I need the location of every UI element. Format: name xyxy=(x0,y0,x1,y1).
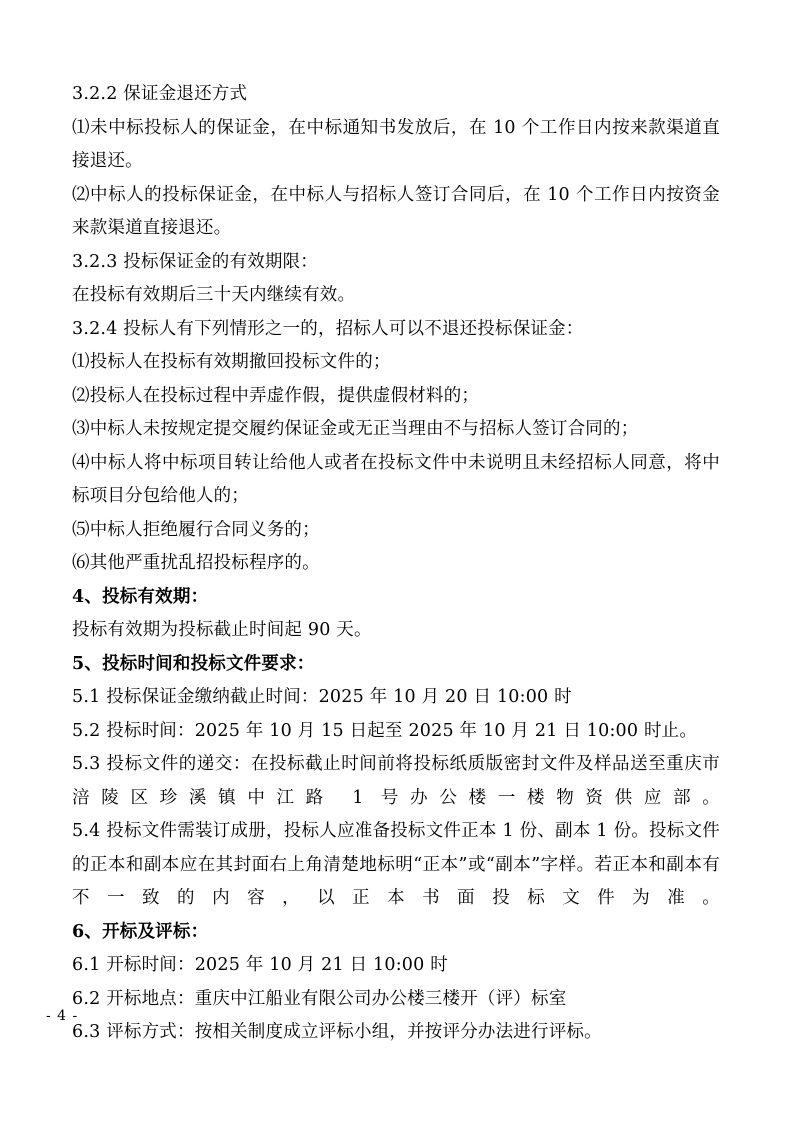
paragraph: ⑷中标人将中标项目转让给他人或者在投标文件中未说明且未经招标人同意，将中标项目分包给他人的； xyxy=(72,452,720,506)
page-number: - 4 - xyxy=(46,1008,79,1024)
section-heading: 4、投标有效期： xyxy=(72,586,209,607)
paragraph: ⑸中标人拒绝履行合同义务的； xyxy=(72,519,320,540)
section-heading: 5、投标时间和投标文件要求： xyxy=(72,653,315,674)
document-body xyxy=(72,78,720,1050)
paragraph: 投标有效期为投标截止时间起 90 天。 xyxy=(72,620,372,640)
section-heading: 6、开标及评标： xyxy=(72,921,209,942)
paragraph: ⑶中标人未按规定提交履约保证金或无正当理由不与招标人签订合同的； xyxy=(72,419,639,439)
paragraph: 6.1 开标时间：2025 年 10 月 21 日 10:00 时 xyxy=(72,955,448,975)
paragraph: 3.2.4 投标人有下列情形之一的，招标人可以不退还投标保证金： xyxy=(72,318,584,339)
paragraph: 5.1 投标保证金缴纳截止时间：2025 年 10 月 20 日 10:00 时 xyxy=(72,687,572,707)
paragraph: 5.3 投标文件的递交：在投标截止时间前将投标纸质版密封文件及样品送至重庆市涪陵区珍溪镇中江路 1 号办公楼一楼物资供应部。 xyxy=(72,754,720,808)
paragraph: 5.4 投标文件需装订成册，投标人应准备投标文件正本 1 份、副本 1 份。投标文件的正本和副本应在其封面右上角清楚地标明“正本”或“副本”字样。若正本和副本有不一致的内容，以正本书面投标文件为准。 xyxy=(72,821,720,908)
paragraph: 3.2.3 投标保证金的有效期限： xyxy=(72,251,318,272)
paragraph: ⑵中标人的投标保证金，在中标人与招标人签订合同后，在 10 个工作日内按资金来款渠道直接退还。 xyxy=(72,184,720,238)
paragraph: 6.3 评标方式：按相关制度成立评标小组，并按评分办法进行评标。 xyxy=(72,1022,602,1042)
paragraph: 6.2 开标地点：重庆中江船业有限公司办公楼三楼开（评）标室 xyxy=(72,988,567,1009)
paragraph: ⑹其他严重扰乱招投标程序的。 xyxy=(72,553,320,573)
paragraph: 3.2.2 保证金退还方式 xyxy=(72,84,248,104)
paragraph: 5.2 投标时间：2025 年 10 月 15 日起至 2025 年 10 月 21 日 10:00 时止。 xyxy=(72,720,698,741)
paragraph: ⑴投标人在投标有效期撤回投标文件的； xyxy=(72,352,391,372)
paragraph: ⑴未中标投标人的保证金，在中标通知书发放后，在 10 个工作日内按来款渠道直接退还。 xyxy=(72,117,720,171)
paragraph: 在投标有效期后三十天内继续有效。 xyxy=(72,285,356,305)
paragraph: ⑵投标人在投标过程中弄虚作假，提供虚假材料的； xyxy=(72,385,480,406)
